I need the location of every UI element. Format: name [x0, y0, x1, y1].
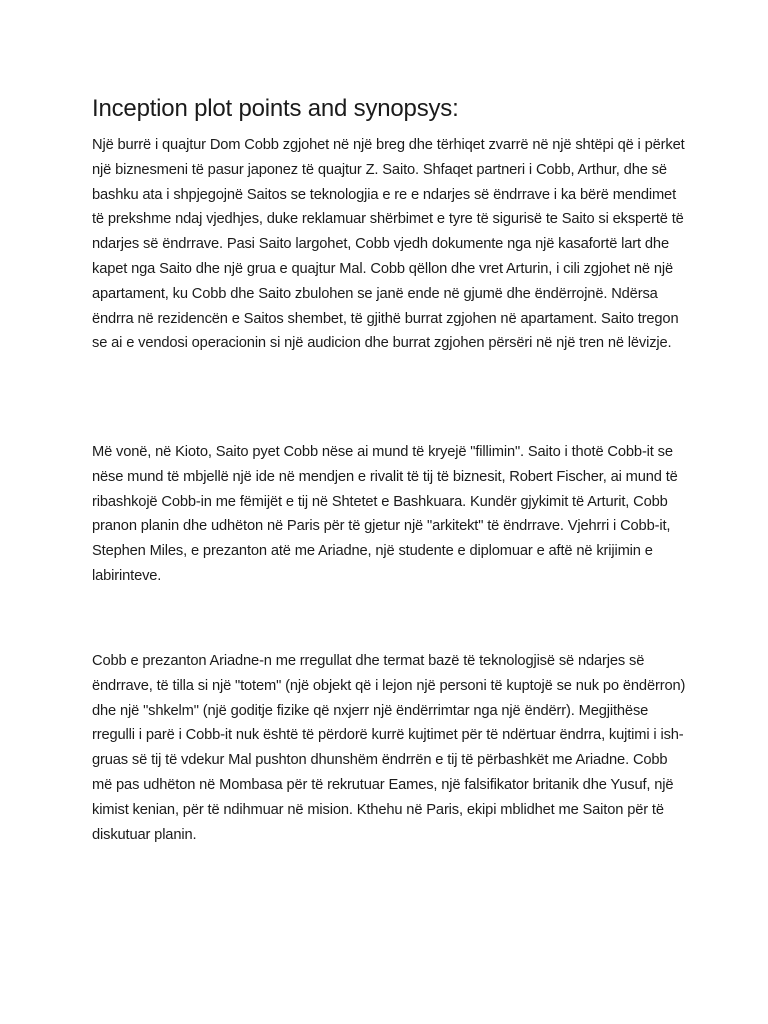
paragraph-kyoto-offer: Më vonë, në Kioto, Saito pyet Cobb nëse ai mund të kryejë "fillimin". Saito i thotë Cobb-it se nëse mund të mbjellë një ide në mendjen e rivalit të tij të biznesit, Robert Fischer, ai mund të ribashkojë Cobb-in me fëmijët e tij në Shtetet e Bashkuara. Kundër gjykimit të Arturit, Cobb pranon planin dhe udhëton në Paris për të gjetur një "arkitekt" të ëndrrave. Vjehrri i Cobb-it, Stephen Miles, e prezanton atë me Ariadne, një studente e diplomuar e aftë në krijimin e labirinteve.: [92, 444, 678, 584]
paragraph-opening-heist: Një burrë i quajtur Dom Cobb zgjohet në një breg dhe tërhiqet zvarrë në një shtëpi që i përket një biznesmeni të pasur japonez të quajtur Z. Saito. Shfaqet partneri i Cobb, Arthur, dhe së bashku ata i shpjegojnë Saitos se teknologjia e re e ndarjes së ëndrrave i ka bërë mendimet të prekshme ndaj vjedhjes, duke reklamuar shërbimet e tyre të sigurisë te Saito si ekspertë të ndarjes së ëndrrave. Pasi Saito largohet, Cobb vjedh dokumente nga një kasafortë lart dhe kapet nga Saito dhe një grua e quajtur Mal. Cobb qëllon dhe vret Arturin, i cili zgjohet në një apartament, ku Cobb dhe Saito zbulohen se janë ende në gjumë dhe ëndërrojnë. Ndërsa ëndrra në rezidencën e Saitos shembet, të gjithë burrat zgjohen në apartament. Saito tregon se ai e vendosi operacionin si një audicion dhe burrat zgjohen përsëri në një tren në lëvizje.: [92, 137, 685, 352]
paragraph-team-assembly: Cobb e prezanton Ariadne-n me rregullat dhe termat bazë të teknologjisë së ndarjes së ëndrrave, të tilla si një "totem" (një objekt që i lejon një personi të kuptojë se nuk po ëndërron) dhe një "shkelm" (një goditje fizike që nxjerr një ëndërrimtar nga një ëndërr). Megjithëse rregulli i parë i Cobb-it nuk është të përdorë kurrë kujtimet për të ndërtuar ëndrra, kujtimi i ish-gruas së tij të vdekur Mal pushton dhunshëm ëndrrën e tij të përbashkët me Ariadne. Cobb më pas udhëton në Mombasa për të rekrutuar Eames, një falsifikator britanik dhe Yusuf, një kimist kenian, për të ndihmuar në mision. Kthehu në Paris, ekipi mblidhet me Saiton për të diskutuar planin.: [92, 653, 686, 843]
document-title: Inception plot points and synopsys:: [92, 95, 459, 122]
